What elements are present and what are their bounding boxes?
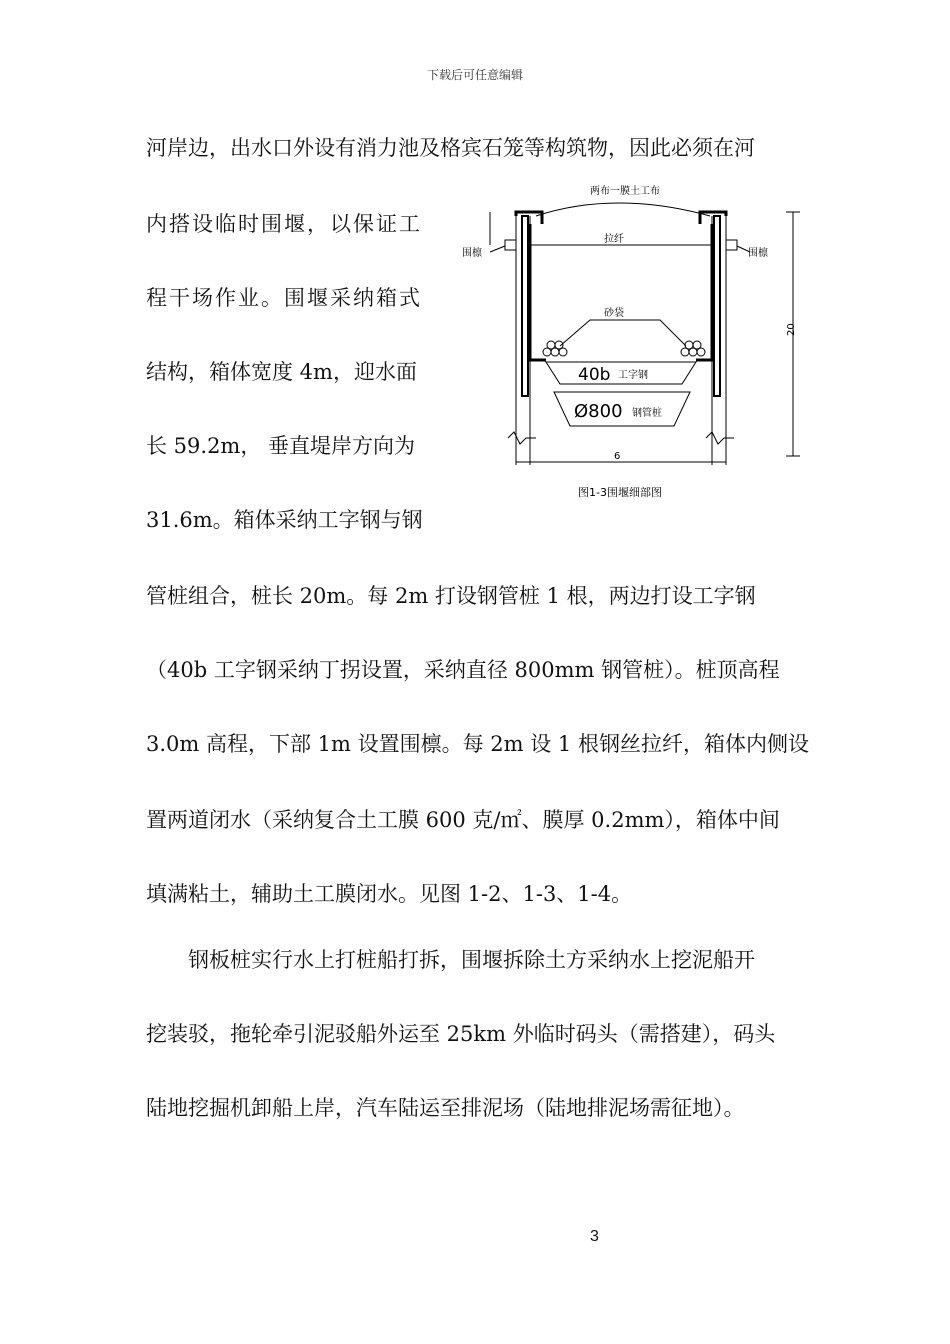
left-waling xyxy=(505,240,516,250)
body-line-13: 挖装驳，拖轮牵引泥驳船外运至 25km 外临时码头（需搭建），码头 xyxy=(146,1022,776,1046)
body-line-6: 31.6m。箱体采纳工字钢与钢 xyxy=(146,508,423,532)
label-geotextile: 两布一膜土工布 xyxy=(590,186,660,197)
right-steel-wall xyxy=(714,216,720,396)
body-line-11: 填满粘土，辅助土工膜闭水。见图 1-2、1-3、1-4。 xyxy=(146,882,633,906)
label-sandbag: 砂袋 xyxy=(604,308,624,319)
sandbag-circles-right xyxy=(681,341,705,356)
body-line-8: （40b 工字钢采纳丁拐设置，采纳直径 800mm 钢管桩）。桩顶高程 xyxy=(146,658,780,682)
header-note: 下载后可任意编辑 xyxy=(426,68,523,82)
left-liner xyxy=(530,224,546,360)
body-line-14: 陆地挖掘机卸船上岸，汽车陆运至排泥场（陆地排泥场需征地）。 xyxy=(146,1096,745,1120)
body-line-10: 置两道闭水（采纳复合土工膜 600 克/㎡、膜厚 0.2mm），箱体中间 xyxy=(146,808,780,832)
label-tie-rod: 拉纤 xyxy=(604,234,624,245)
label-waling-left: 围檩 xyxy=(462,248,482,259)
left-break-mark xyxy=(508,432,536,444)
body-line-3: 程干场作业。围堰采纳箱式 xyxy=(146,286,422,310)
geotextile-arc xyxy=(536,203,710,216)
right-liner xyxy=(696,224,712,360)
label-ibeam-num: 40b xyxy=(578,365,611,385)
sandbag-outline xyxy=(560,320,686,346)
label-pipe-num: Ø800 xyxy=(574,401,623,422)
right-break-mark xyxy=(706,432,734,444)
body-line-2: 内搭设临时围堰，以保证工 xyxy=(146,212,422,236)
cofferdam-detail-figure xyxy=(450,180,810,510)
label-pipe-text: 钢管桩 xyxy=(632,408,662,419)
left-leader xyxy=(490,246,505,252)
body-line-9: 3.0m 高程，下部 1m 设置围檩。每 2m 设 1 根钢丝拉纤，箱体内侧设 xyxy=(146,732,809,756)
body-line-1: 河岸边，出水口外设有消力池及格宾石笼等构筑物，因此必须在河 xyxy=(146,136,755,160)
label-ibeam-text: 工字钢 xyxy=(618,370,648,381)
cofferdam-diagram xyxy=(450,180,810,510)
label-waling-right: 围檩 xyxy=(748,248,768,259)
label-width-dim: 6 xyxy=(614,451,621,462)
body-line-4: 结构，箱体宽度 4m，迎水面 xyxy=(146,360,417,384)
body-line-7: 管桩组合，桩长 20m。每 2m 打设钢管桩 1 根，两边打设工字钢 xyxy=(146,584,756,608)
page-number: 3 xyxy=(590,1228,599,1245)
body-line-12: 钢板桩实行水上打桩船打拆，围堰拆除土方采纳水上挖泥船开 xyxy=(146,948,755,972)
figure-caption: 图1-3围堰细部图 xyxy=(578,486,662,499)
body-line-5: 长 59.2m， 垂直堤岸方向为 xyxy=(146,434,416,458)
label-height-dim: 20 xyxy=(786,323,797,336)
left-steel-wall xyxy=(522,216,528,396)
right-waling xyxy=(726,240,737,250)
